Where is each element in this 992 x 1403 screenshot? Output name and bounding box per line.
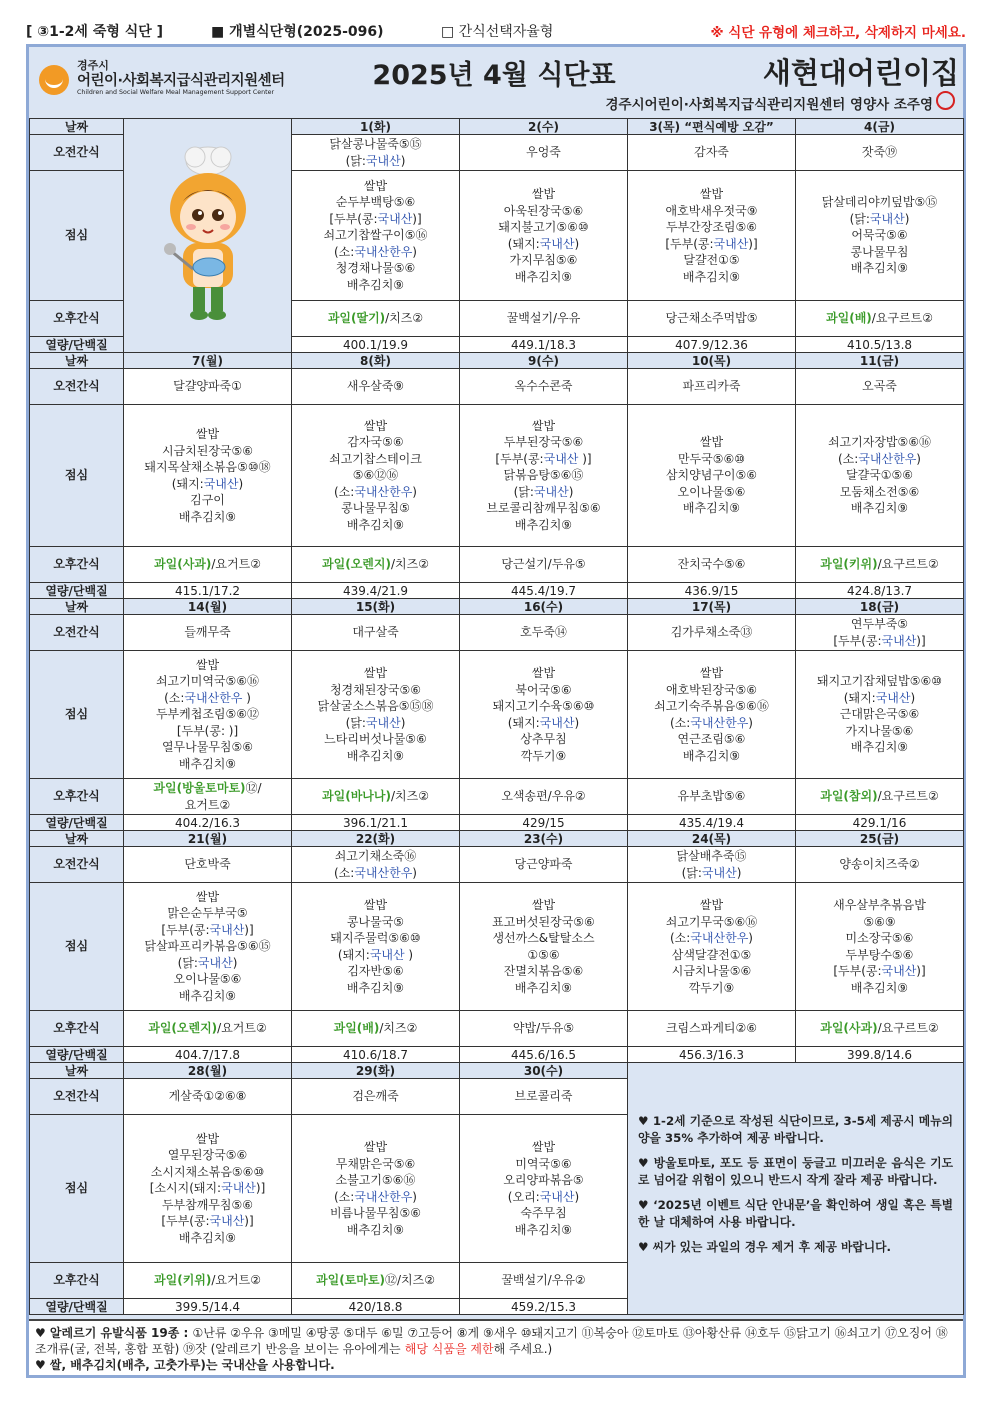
nutrition-cell: 407.9/12.36 <box>628 337 796 353</box>
pm-snack-cell: 약밥/두유⑤ <box>460 1011 628 1047</box>
nutrition-cell: 459.2/15.3 <box>460 1299 628 1315</box>
nutrition-cell: 424.8/13.7 <box>796 583 964 599</box>
row-label-nutrition: 열량/단백질 <box>30 815 124 831</box>
pm-snack-row <box>30 779 964 815</box>
logo-city: 경주시 <box>77 59 109 72</box>
lunch-row <box>30 405 964 547</box>
day-date-cell: 17(목) <box>628 599 796 615</box>
row-label-nutrition: 열량/단백질 <box>30 1299 124 1315</box>
lunch-cell: 쌀밥 맑은순두부국⑤ [두부(콩:국내산)] 닭살파프리카볶음⑤⑥⑮ (닭:국내산) 오이나물⑤⑥ 배추김치⑨ <box>124 883 292 1011</box>
menu-table <box>29 118 964 1315</box>
individual-type-checkbox[interactable]: ■ 개별식단형(2025-096) <box>211 24 384 40</box>
day-date-cell: 14(월) <box>124 599 292 615</box>
row-label-am-snack: 오전간식 <box>30 615 124 651</box>
nutrition-cell: 435.4/19.4 <box>628 815 796 831</box>
notes-box <box>628 1063 964 1315</box>
lunch-cell: 새우살부추볶음밥 ⑤⑥⑨ 미소장국⑤⑥ 두부탕수⑤⑥ [두부(콩:국내산)] 배추김치⑨ <box>796 883 964 1011</box>
lunch-cell: 쌀밥 시금치된장국⑤⑥ 돼지목살채소볶음⑤⑩⑱ (돼지:국내산) 김구이 배추김치⑨ <box>124 405 292 547</box>
row-label-date: 날짜 <box>30 1063 124 1079</box>
am-snack-cell: 우엉죽 <box>460 135 628 171</box>
pm-snack-cell: 과일(키위)/요구르트② <box>796 547 964 583</box>
mascot-chef-image <box>124 119 292 353</box>
lunch-cell: 쌀밥 열무된장국⑤⑥ 소시지채소볶음⑤⑥⑩ [소시지(돼지:국내산)] 두부참깨무침⑤⑥ [두부(콩:국내산)] 배추김치⑨ <box>124 1115 292 1263</box>
pm-snack-cell: 과일(사과)/요거트② <box>124 547 292 583</box>
date-row <box>30 353 964 369</box>
lunch-cell: 닭살데리야끼덮밥⑤⑮ (닭:국내산) 어묵국⑤⑥ 콩나물무침 배추김치⑨ <box>796 171 964 301</box>
lunch-row <box>30 883 964 1011</box>
lunch-cell: 쌀밥 콩나물국⑤ 돼지주물럭⑤⑥⑩ (돼지:국내산 ) 김자반⑤⑥ 배추김치⑨ <box>292 883 460 1011</box>
lunch-cell: 돼지고기잡채덮밥⑤⑥⑩ (돼지:국내산) 근대맑은국⑤⑥ 가지나물⑤⑥ 배추김치⑨ <box>796 651 964 779</box>
day-date-cell: 18(금) <box>796 599 964 615</box>
day-date-cell: 23(수) <box>460 831 628 847</box>
date-row <box>30 1063 964 1079</box>
am-snack-cell: 김가루채소죽⑬ <box>628 615 796 651</box>
origin-note: ♥ 쌀, 배추김치(배추, 고춧가루)는 국내산을 사용합니다. <box>35 1358 335 1372</box>
nutrition-cell: 399.8/14.6 <box>796 1047 964 1063</box>
pm-snack-cell: 과일(바나나)/치즈② <box>292 779 460 815</box>
am-snack-cell: 잣죽⑲ <box>796 135 964 171</box>
lunch-cell: 쌀밥 쇠고기무국⑤⑥⑯ (소:국내산한우) 삼색달걀전①⑤ 시금치나물⑤⑥ 깍두기⑨ <box>628 883 796 1011</box>
nutrition-cell: 396.1/21.1 <box>292 815 460 831</box>
note-item: ♥ 씨가 있는 과일의 경우 제거 후 제공 바랍니다. <box>638 1240 892 1254</box>
am-snack-cell: 단호박죽 <box>124 847 292 883</box>
pm-snack-cell: 과일(사과)/요구르트② <box>796 1011 964 1047</box>
row-label-pm-snack: 오후간식 <box>30 1263 124 1299</box>
am-snack-cell: 닭살배추죽⑮ (닭:국내산) <box>628 847 796 883</box>
menu-frame <box>26 44 966 1378</box>
date-row <box>30 599 964 615</box>
day-date-cell: 16(수) <box>460 599 628 615</box>
nutrition-row <box>30 815 964 831</box>
pm-snack-cell: 당근채소주먹밥⑤ <box>628 301 796 337</box>
row-label-nutrition: 열량/단백질 <box>30 1047 124 1063</box>
note-item: ♥ ‘2025년 이벤트 식단 안내문’을 확인하여 생일 혹은 특별한 날 대체하여 사용 바랍니다. <box>638 1198 953 1229</box>
pm-snack-cell: 과일(키위)/요거트② <box>124 1263 292 1299</box>
day-date-cell: 9(수) <box>460 353 628 369</box>
pm-snack-cell: 과일(참외)/요구르트② <box>796 779 964 815</box>
pm-snack-cell: 유부초밥⑤⑥ <box>628 779 796 815</box>
row-label-lunch: 점심 <box>30 651 124 779</box>
header <box>29 47 963 119</box>
am-snack-row <box>30 369 964 405</box>
row-label-lunch: 점심 <box>30 883 124 1011</box>
center-logo <box>37 53 327 103</box>
warning-note: ※ 식단 유형에 체크하고, 삭제하지 마세요. <box>710 25 966 41</box>
row-label-pm-snack: 오후간식 <box>30 1011 124 1047</box>
nutritionist-signature: 경주시어린이·사회복지급식관리지원센터 영양사 조주영 <box>605 97 933 113</box>
nutrition-row <box>30 583 964 599</box>
date-row <box>30 119 964 135</box>
note-item: ♥ 방울토마토, 포도 등 표면이 둥글고 미끄러운 음식은 기도로 넘어갈 위험이 있으니 반드시 작게 잘라 제공 바랍니다. <box>638 1156 953 1187</box>
am-snack-cell: 게살죽①②⑥⑧ <box>124 1079 292 1115</box>
lunch-cell: 쌀밥 아욱된장국⑤⑥ 돼지불고기⑤⑥⑩ (돼지:국내산) 가지무침⑤⑥ 배추김치⑨ <box>460 171 628 301</box>
nutrition-cell: 456.3/16.3 <box>628 1047 796 1063</box>
pm-snack-cell: 과일(토마토)⑫/치즈② <box>292 1263 460 1299</box>
day-date-cell: 1(화) <box>292 119 460 135</box>
day-date-cell: 25(금) <box>796 831 964 847</box>
day-date-cell: 3(목) “편식예방 오감” <box>628 119 796 135</box>
allergy-restrict: 해당 식품을 제한 <box>404 1342 494 1356</box>
pm-snack-cell: 꿀백설기/우유② <box>460 1263 628 1299</box>
allergy-line <box>35 1325 957 1357</box>
allergy-footer <box>29 1319 963 1375</box>
nutrition-cell: 404.7/17.8 <box>124 1047 292 1063</box>
lunch-cell: 쌀밥 쇠고기미역국⑤⑥⑯ (소:국내산한우 ) 두부케첩조림⑤⑥⑫ [두부(콩: )] 열무나물무침⑤⑥ 배추김치⑨ <box>124 651 292 779</box>
pm-snack-cell: 과일(배)/요구르트② <box>796 301 964 337</box>
pm-snack-cell: 당근설기/두유⑤ <box>460 547 628 583</box>
pm-snack-cell: 크림스파게티②⑥ <box>628 1011 796 1047</box>
lunch-cell: 쌀밥 애호박새우젓국⑨ 두부간장조림⑤⑥ [두부(콩:국내산)] 달걀전①⑤ 배추김치⑨ <box>628 171 796 301</box>
lunch-cell: 쌀밥 만두국⑤⑥⑩ 삼치양념구이⑤⑥ 오이나물⑤⑥ 배추김치⑨ <box>628 405 796 547</box>
am-snack-cell: 감자죽 <box>628 135 796 171</box>
nutrition-cell: 429/15 <box>460 815 628 831</box>
day-date-cell: 11(금) <box>796 353 964 369</box>
lunch-cell: 쌀밥 청경채된장국⑤⑥ 닭살굴소스볶음⑤⑮⑱ (닭:국내산) 느타리버섯나물⑤⑥ 배추김치⑨ <box>292 651 460 779</box>
nutrition-cell: 410.5/13.8 <box>796 337 964 353</box>
row-label-date: 날짜 <box>30 353 124 369</box>
am-snack-cell: 양송이치즈죽② <box>796 847 964 883</box>
menu-type-row <box>26 20 966 42</box>
row-label-lunch: 점심 <box>30 171 124 301</box>
nutrition-cell: 400.1/19.9 <box>292 337 460 353</box>
pm-snack-cell: 오색송편/우유② <box>460 779 628 815</box>
lunch-cell: 쌀밥 표고버섯된장국⑤⑥ 생선까스&탈탈소스 ①⑤⑥ 잔멸치볶음⑤⑥ 배추김치⑨ <box>460 883 628 1011</box>
am-snack-cell: 달걀양파죽① <box>124 369 292 405</box>
logo-center-name: 어린이·사회복지급식관리지원센터 <box>77 73 285 89</box>
allergy-title: ♥ 알레르기 유발식품 19종 : <box>35 1326 189 1340</box>
day-date-cell: 15(화) <box>292 599 460 615</box>
chef-kid-icon <box>153 139 263 329</box>
nutrition-row <box>30 1047 964 1063</box>
lunch-cell: 쌀밥 애호박된장국⑤⑥ 쇠고기숙주볶음⑤⑥⑯ (소:국내산한우) 연근조림⑤⑥ 배추김치⑨ <box>628 651 796 779</box>
day-date-cell: 22(화) <box>292 831 460 847</box>
nutrition-cell: 445.4/19.7 <box>460 583 628 599</box>
day-date-cell: 10(목) <box>628 353 796 369</box>
am-snack-cell: 파프리카죽 <box>628 369 796 405</box>
am-snack-cell: 오곡죽 <box>796 369 964 405</box>
pm-snack-cell: 꿀백설기/우유 <box>460 301 628 337</box>
pm-snack-cell: 과일(오렌지)/요거트② <box>124 1011 292 1047</box>
date-row <box>30 831 964 847</box>
nutrition-cell: 404.2/16.3 <box>124 815 292 831</box>
row-label-am-snack: 오전간식 <box>30 1079 124 1115</box>
pm-snack-cell: 과일(딸기)/치즈② <box>292 301 460 337</box>
seal-stamp-icon <box>936 91 955 110</box>
pm-snack-cell: 과일(오렌지)/치즈② <box>292 547 460 583</box>
nutrition-cell: 420/18.8 <box>292 1299 460 1315</box>
day-date-cell: 2(수) <box>460 119 628 135</box>
am-snack-cell: 새우살죽⑨ <box>292 369 460 405</box>
am-snack-cell: 쇠고기채소죽⑯ (소:국내산한우) <box>292 847 460 883</box>
lunch-cell: 쌀밥 순두부백탕⑤⑥ [두부(콩:국내산)] 쇠고기찹쌀구이⑤⑯ (소:국내산한우) 청경채나물⑤⑥ 배추김치⑨ <box>292 171 460 301</box>
am-snack-row <box>30 615 964 651</box>
pm-snack-row <box>30 547 964 583</box>
lunch-row <box>30 651 964 779</box>
row-label-nutrition: 열량/단백질 <box>30 337 124 353</box>
row-label-pm-snack: 오후간식 <box>30 779 124 815</box>
allergy-end: 해 주세요.) <box>493 1342 553 1356</box>
menu-type-label: [ ③1-2세 죽형 식단 ] <box>26 24 164 40</box>
nutrition-cell: 445.6/16.5 <box>460 1047 628 1063</box>
lunch-cell: 쌀밥 북어국⑤⑥ 돼지고기수육⑤⑥⑩ (돼지:국내산) 상추무침 깍두기⑨ <box>460 651 628 779</box>
am-snack-cell: 브로콜리죽 <box>460 1079 628 1115</box>
school-name: 새현대어린이집 <box>762 56 959 90</box>
day-date-cell: 8(화) <box>292 353 460 369</box>
nutrition-cell: 415.1/17.2 <box>124 583 292 599</box>
nutrition-cell: 436.9/15 <box>628 583 796 599</box>
lunch-cell: 쌀밥 두부된장국⑤⑥ [두부(콩:국내산 )] 닭볶음탕⑤⑥⑮ (닭:국내산) 브로콜리참깨무침⑤⑥ 배추김치⑨ <box>460 405 628 547</box>
pm-snack-cell: 과일(방울토마토)⑫/ 요거트② <box>124 779 292 815</box>
nutrition-cell: 410.6/18.7 <box>292 1047 460 1063</box>
am-snack-cell: 대구살죽 <box>292 615 460 651</box>
row-label-am-snack: 오전간식 <box>30 135 124 171</box>
row-label-date: 날짜 <box>30 599 124 615</box>
day-date-cell: 30(수) <box>460 1063 628 1079</box>
am-snack-cell: 연두부죽⑤ [두부(콩:국내산)] <box>796 615 964 651</box>
row-label-lunch: 점심 <box>30 1115 124 1263</box>
lunch-cell: 쌀밥 무채맑은국⑤⑥ 소불고기⑤⑥⑯ (소:국내산한우) 비름나물무침⑤⑥ 배추김치⑨ <box>292 1115 460 1263</box>
row-label-am-snack: 오전간식 <box>30 847 124 883</box>
allergy-list: ①난류 ②우유 ③메밀 ④땅콩 ⑤대두 ⑥밀 ⑦고등어 ⑧게 ⑨새우 ⑩돼지고기 ⑪복숭아 ⑫토마토 ⑬아황산류 ⑭호두 ⑮닭고기 ⑯쇠고기 ⑰오징어 ⑱조개류(굴, 전복, 홍합 포함) ⑲잣 (알레르기 반응을 보이는 유아에게는 <box>35 1326 948 1356</box>
lunch-cell: 쇠고기자장밥⑤⑥⑯ (소:국내산한우) 달걀국①⑤⑥ 모둠채소전⑤⑥ 배추김치⑨ <box>796 405 964 547</box>
day-date-cell: 21(월) <box>124 831 292 847</box>
pm-snack-row <box>30 1011 964 1047</box>
nutrition-cell: 449.1/18.3 <box>460 337 628 353</box>
am-snack-row <box>30 847 964 883</box>
snack-type-checkbox[interactable]: □ 간식선택자율형 <box>441 24 554 40</box>
pm-snack-cell: 잔치국수⑤⑥ <box>628 547 796 583</box>
row-label-nutrition: 열량/단백질 <box>30 583 124 599</box>
row-label-pm-snack: 오후간식 <box>30 301 124 337</box>
page-title: 2025년 4월 식단표 <box>372 60 616 91</box>
row-label-am-snack: 오전간식 <box>30 369 124 405</box>
am-snack-cell: 호두죽⑭ <box>460 615 628 651</box>
am-snack-cell: 옥수수콘죽 <box>460 369 628 405</box>
am-snack-cell: 들깨무죽 <box>124 615 292 651</box>
am-snack-cell: 닭살콩나물죽⑤⑮ (닭:국내산) <box>292 135 460 171</box>
logo-english: Children and Social Welfare Meal Management Support Center <box>77 89 275 96</box>
day-date-cell: 28(월) <box>124 1063 292 1079</box>
nutrition-cell: 399.5/14.4 <box>124 1299 292 1315</box>
day-date-cell: 7(월) <box>124 353 292 369</box>
row-label-lunch: 점심 <box>30 405 124 547</box>
day-date-cell: 29(화) <box>292 1063 460 1079</box>
row-label-pm-snack: 오후간식 <box>30 547 124 583</box>
am-snack-cell: 당근양파죽 <box>460 847 628 883</box>
am-snack-cell: 검은깨죽 <box>292 1079 460 1115</box>
day-date-cell: 4(금) <box>796 119 964 135</box>
nutrition-cell: 439.4/21.9 <box>292 583 460 599</box>
row-label-date: 날짜 <box>30 831 124 847</box>
day-date-cell: 24(목) <box>628 831 796 847</box>
lunch-cell: 쌀밥 미역국⑤⑥ 오리양파볶음⑤ (오리:국내산) 숙주무침 배추김치⑨ <box>460 1115 628 1263</box>
row-label-date: 날짜 <box>30 119 124 135</box>
lunch-cell: 쌀밥 감자국⑤⑥ 쇠고기찹스테이크 ⑤⑥⑫⑯ (소:국내산한우) 콩나물무침⑤ 배추김치⑨ <box>292 405 460 547</box>
nutrition-cell: 429.1/16 <box>796 815 964 831</box>
note-item: ♥ 1-2세 기준으로 작성된 식단이므로, 3-5세 제공시 메뉴의 양을 35% 추가하여 제공 바랍니다. <box>638 1114 953 1145</box>
pm-snack-cell: 과일(배)/치즈② <box>292 1011 460 1047</box>
